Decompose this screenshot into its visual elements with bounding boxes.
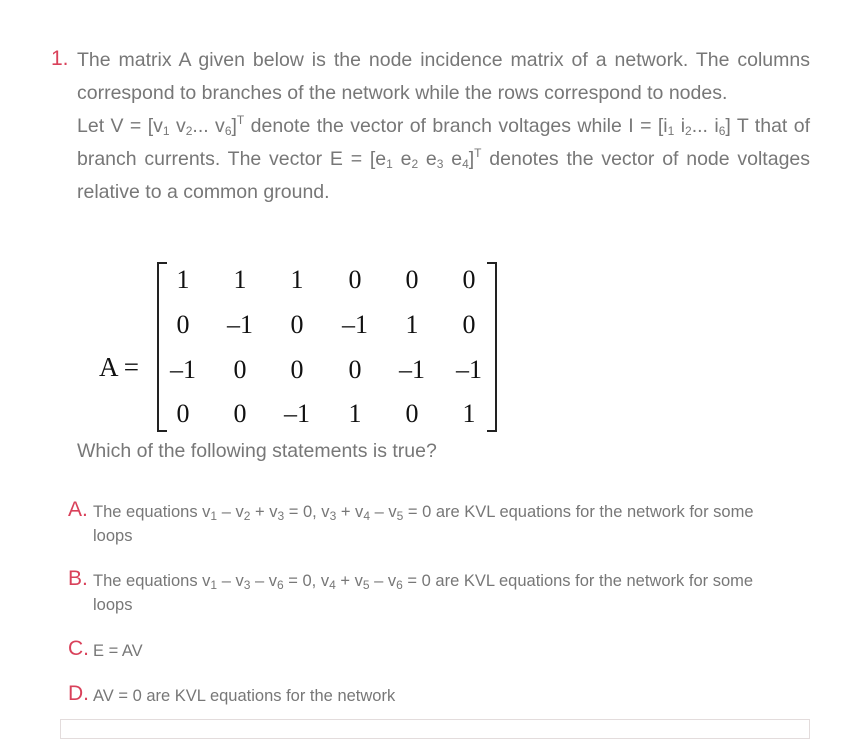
option-a-letter: A.: [68, 498, 88, 521]
option-a[interactable]: [68, 500, 788, 548]
matrix-cell: 0: [176, 399, 190, 428]
matrix-cell: 0: [290, 310, 304, 339]
incidence-matrix: [157, 262, 497, 432]
matrix-cell: 0: [176, 310, 190, 339]
matrix-cell: –1: [399, 355, 425, 384]
option-c-letter: C.: [68, 637, 89, 660]
matrix-cell: 0: [233, 355, 247, 384]
option-c-text: E = AV: [93, 642, 143, 660]
matrix-cell: 0: [348, 355, 362, 384]
option-d[interactable]: [68, 684, 788, 708]
question-text: [77, 44, 810, 209]
matrix-label: A =: [99, 352, 139, 382]
matrix-cell: –1: [227, 310, 253, 339]
matrix-cell: 0: [348, 265, 362, 294]
matrix-cell: 0: [405, 265, 419, 294]
matrix-cell: 1: [348, 399, 362, 428]
matrix-cell: 1: [233, 265, 247, 294]
matrix-cell: –1: [284, 399, 310, 428]
question-prompt: Which of the following statements is true?: [77, 440, 437, 462]
option-b-letter: B.: [68, 567, 88, 590]
question-number: 1.: [51, 47, 69, 70]
matrix-cell: 0: [462, 265, 476, 294]
matrix-cell: 1: [405, 310, 419, 339]
option-c[interactable]: [68, 639, 788, 663]
matrix-cell: 0: [290, 355, 304, 384]
matrix-cell: 1: [290, 265, 304, 294]
matrix-cell: 1: [462, 399, 476, 428]
question-paragraph-1: The matrix A given below is the node incidence matrix of a network. The columns correspond to branches of the network while the rows correspond to nodes.: [77, 49, 810, 104]
matrix-cell: 1: [176, 265, 190, 294]
option-d-letter: D.: [68, 682, 89, 705]
answer-box: [60, 719, 810, 739]
option-a-text: The equations $v_1 - v_2 + v_3 = 0$, $v_3 + v_4 - v_5 = 0$ are KVL equations for the network for some loops: [93, 503, 754, 545]
matrix-cell: –1: [342, 310, 368, 339]
matrix-cell: 0: [233, 399, 247, 428]
option-b[interactable]: [68, 569, 788, 617]
matrix-cell: –1: [170, 355, 196, 384]
question-paragraph-2: Let $V = [v_1$ $v_2$... $v_6]^T$ denote the vector of branch voltages while $I = [i_1$ $i_2$... $i_6$] T that of branch currents. The vector $E = [e_1$ $e_2$ $e_3$ $e_4]^T$ denotes the vector of node voltages relative to a common ground.: [77, 113, 811, 203]
matrix-cell: 0: [405, 399, 419, 428]
matrix-cell: 0: [462, 310, 476, 339]
option-b-text: The equations $v_1 - v_3 - v_6 = 0$, $v_4 + v_5 - v_6 = 0$ are KVL equations for the network for some loops: [93, 572, 754, 614]
option-d-text: AV = 0 are KVL equations for the network: [93, 687, 396, 705]
matrix-cell: –1: [456, 355, 482, 384]
